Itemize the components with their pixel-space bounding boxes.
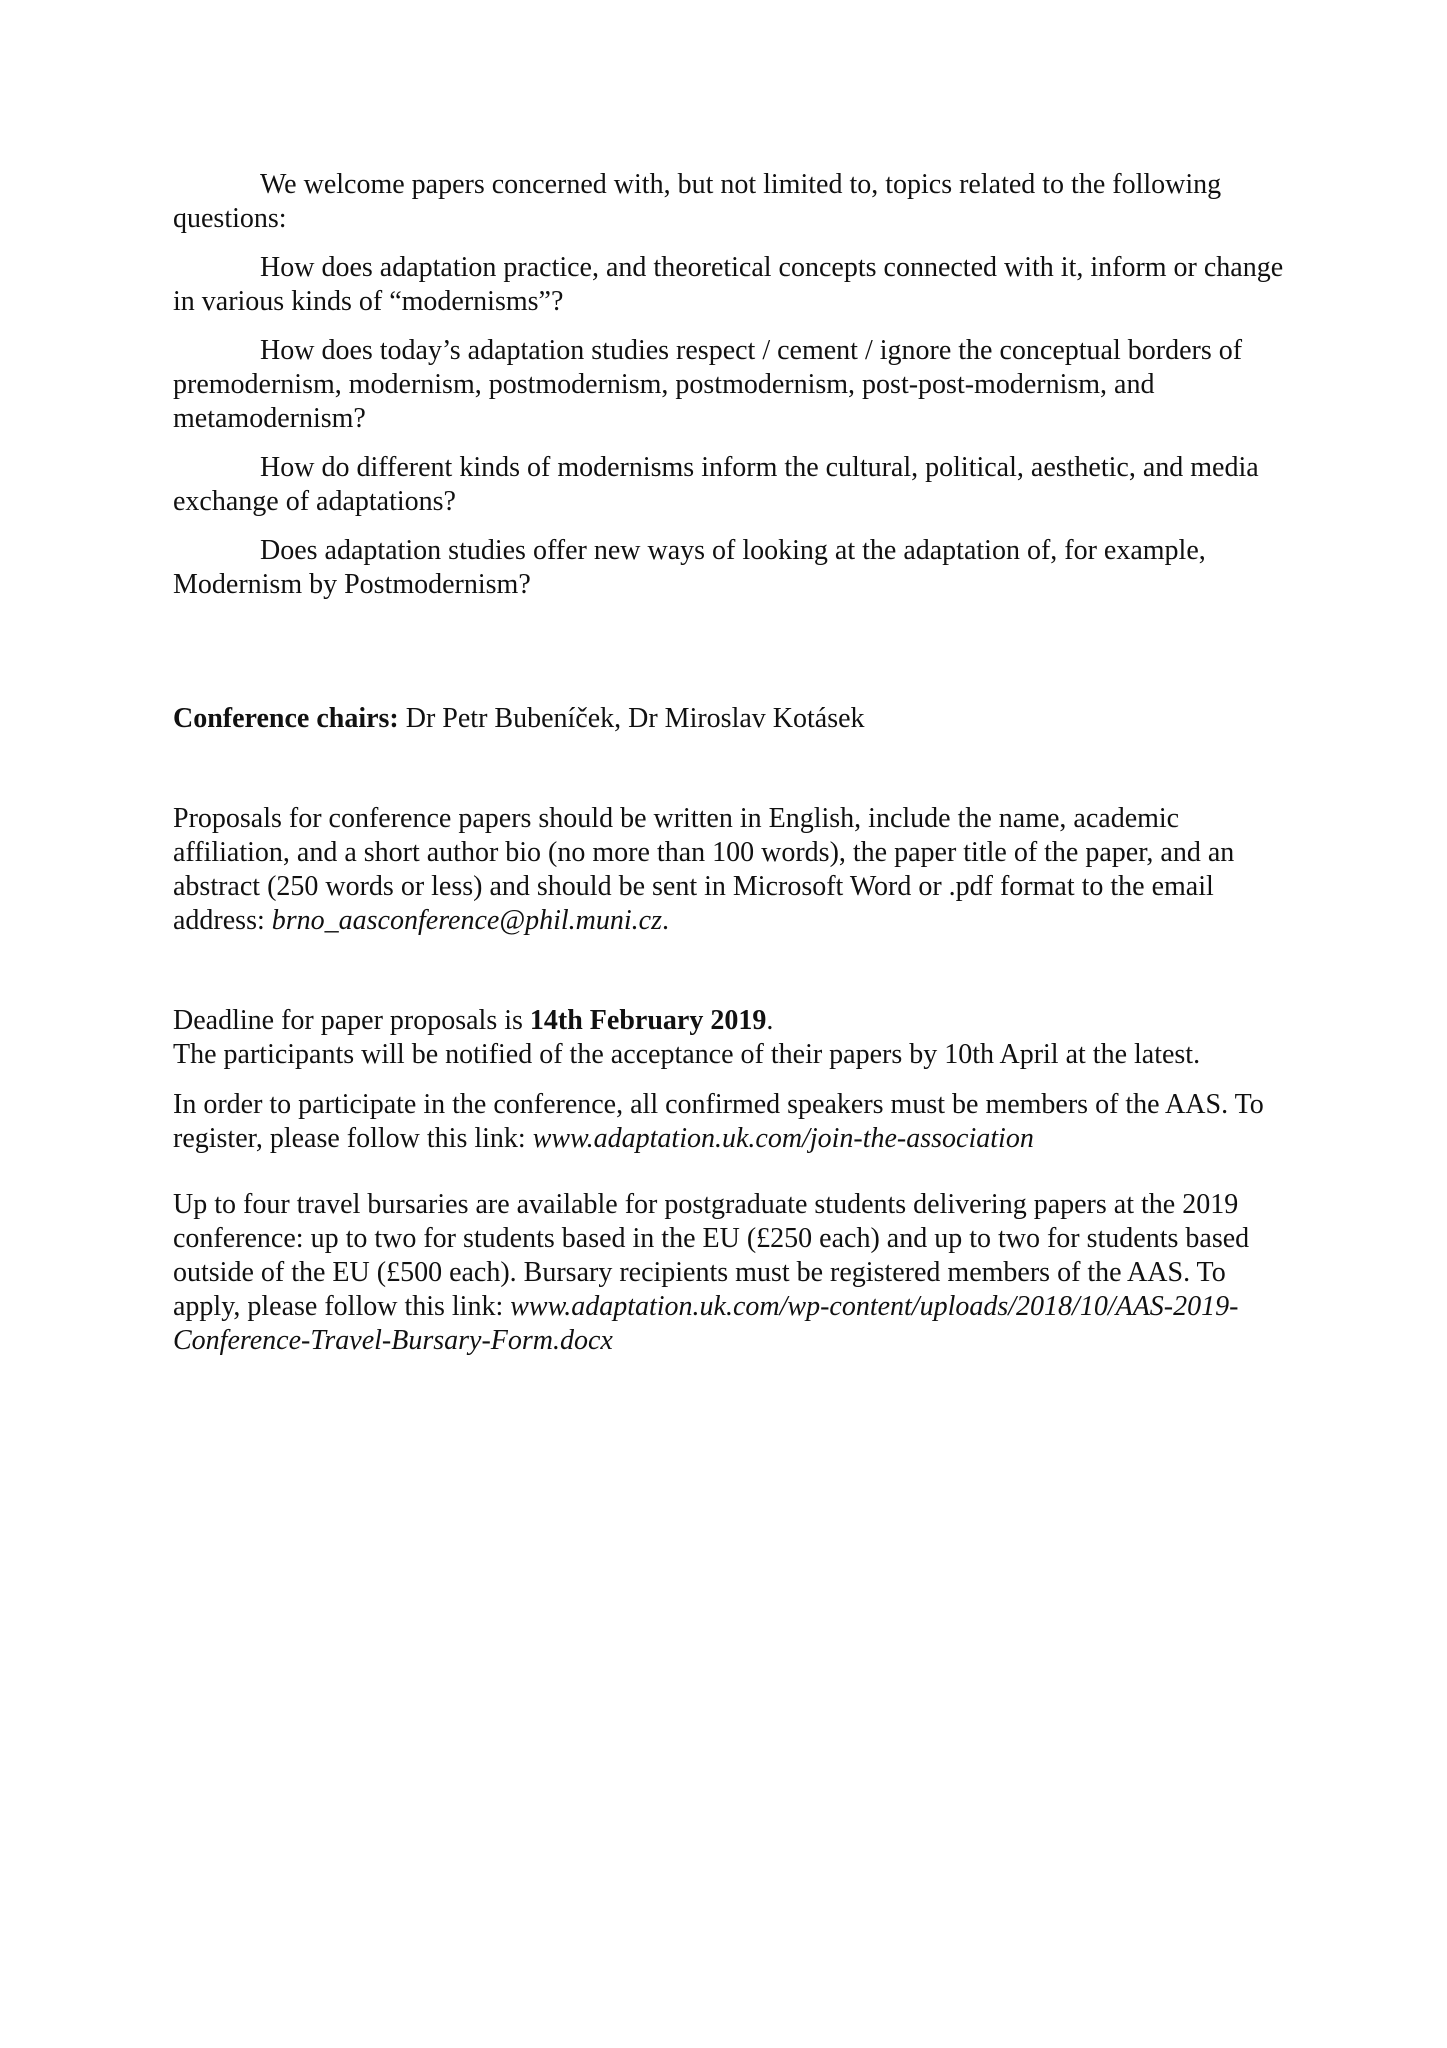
registration-text: In order to participate in the conference, all confirmed speakers must be members of the AAS. To register, please follow this link: (173, 1089, 1264, 1154)
deadline-line (173, 1004, 1298, 1038)
registration-paragraph (173, 1088, 1298, 1156)
bursary-text: Up to four travel bursaries are available for postgraduate students delivering papers at the 2019 conference: up to two for students based in the EU (£250 each) and up to two for students based outside of the EU (£500 each). Bursary recipients must be registered members of the AAS. To apply, please follow this link: (173, 1189, 1250, 1322)
question-item: How does adaptation practice, and theoretical concepts connected with it, inform or change in various kinds of “modernisms”? (173, 252, 1284, 317)
proposals-end: . (661, 905, 669, 936)
deadline-prefix: Deadline for paper proposals is (173, 1005, 530, 1036)
proposals-paragraph (173, 802, 1298, 938)
question-item: How do different kinds of modernisms inform the cultural, political, aesthetic, and media exchange of adaptations? (173, 452, 1259, 517)
proposals-text: Proposals for conference papers should be written in English, include the name, academic affiliation, and a short author bio (no more than 100 words), the paper title of the paper, and an abstract (250 words or less) and should be sent in Microsoft Word or .pdf format to the email address: (173, 803, 1235, 936)
chairs-label: Conference chairs: (173, 703, 399, 734)
registration-link[interactable]: www.adaptation.uk.com/join-the-association (532, 1123, 1034, 1154)
bursary-paragraph (173, 1188, 1298, 1358)
bursary-form-link[interactable]: www.adaptation.uk.com/wp-content/uploads/2018/10/AAS-2019-Conference-Travel-Bursary-Form.docx (173, 1291, 1239, 1356)
contact-email-link[interactable]: brno_aasconference@phil.muni.cz (271, 905, 662, 936)
notification-line: The participants will be notified of the acceptance of their papers by 10th April at the latest. (173, 1039, 1201, 1070)
deadline-suffix: . (766, 1005, 774, 1036)
chairs-names: Dr Petr Bubeníček, Dr Miroslav Kotásek (398, 703, 865, 734)
questions-intro: We welcome papers concerned with, but not limited to, topics related to the following questions: (173, 169, 1222, 234)
deadline-date: 14th February 2019 (529, 1005, 767, 1036)
question-item: Does adaptation studies offer new ways of looking at the adaptation of, for example, Modernism by Postmodernism? (173, 535, 1206, 600)
conference-chairs (173, 702, 1298, 736)
document-page (173, 168, 1298, 1358)
question-item: How does today’s adaptation studies respect / cement / ignore the conceptual borders of premodernism, modernism, postmodernism, postmodernism, post-post-modernism, and metamodernism? (173, 335, 1243, 434)
